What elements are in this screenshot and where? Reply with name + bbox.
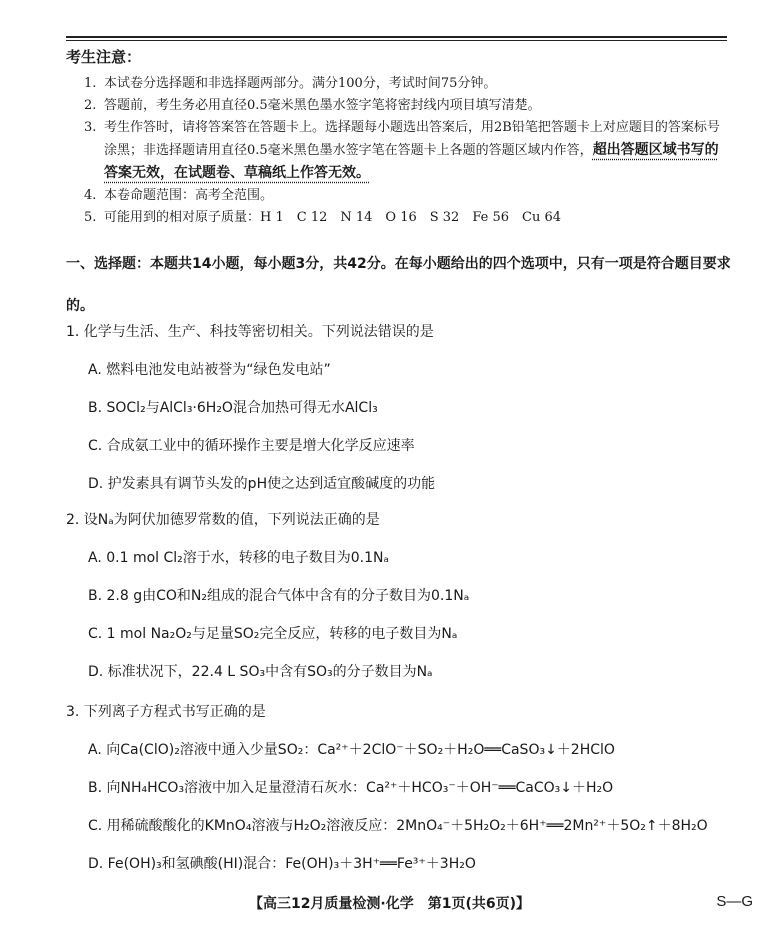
- option-b: B. 向NH₄HCO₃溶液中加入足量澄清石灰水：Ca²⁺＋HCO₃⁻＋OH⁻══CaCO₃↓＋H₂O: [88, 780, 614, 796]
- option-b: B. 2.8 g由CO和N₂组成的混合气体中含有的分子数目为0.1Nₐ: [88, 588, 470, 604]
- question-stem: 1. 化学与生活、生产、科技等密切相关。下列说法错误的是: [66, 324, 434, 340]
- option-c: C. 合成氨工业中的循环操作主要是增大化学反应速率: [88, 438, 415, 454]
- top-rule: [66, 36, 727, 38]
- option-a: A. 0.1 mol Cl₂溶于水，转移的电子数目为0.1Nₐ: [88, 550, 389, 566]
- notice-title: 考生注意：: [66, 48, 142, 66]
- option-c: C. 用稀硫酸酸化的KMnO₄溶液与H₂O₂溶液反应：2MnO₄⁻＋5H₂O₂＋6H⁺══2Mn²⁺＋5O₂↑＋8H₂O: [88, 818, 708, 834]
- option-d: D. Fe(OH)₃和氢碘酸(HI)混合：Fe(OH)₃＋3H⁺══Fe³⁺＋3H₂O: [88, 856, 476, 872]
- section-heading: 一、选择题：本题共14小题，每小题3分，共42分。在每小题给出的四个选项中，只有一项是符合题目要求的。: [66, 256, 731, 314]
- notice-item-5: 5. 可能用到的相对原子质量：H 1 C 12 N 14 O 16 S 32 Fe 56 Cu 64: [84, 210, 561, 225]
- question-3: [66, 702, 756, 874]
- question-2: [66, 510, 756, 682]
- notice-item-4: 4. 本卷命题范围：高考全范围。: [84, 188, 274, 203]
- question-1: [66, 322, 756, 494]
- option-a: A. 燃料电池发电站被誉为“绿色发电站”: [88, 362, 331, 378]
- question-stem: 2. 设Nₐ为阿伏加德罗常数的值，下列说法正确的是: [66, 512, 380, 528]
- option-d: D. 护发素具有调节头发的pH使之达到适宜酸碱度的功能: [88, 476, 436, 492]
- question-stem: 3. 下列离子方程式书写正确的是: [66, 704, 266, 720]
- option-d: D. 标准状况下，22.4 L SO₃中含有SO₃的分子数目为Nₐ: [88, 664, 433, 680]
- option-a: A. 向Ca(ClO)₂溶液中通入少量SO₂：Ca²⁺＋2ClO⁻＋SO₂＋H₂O══CaSO₃↓＋2HClO: [88, 742, 615, 758]
- notice-item-3: 3. 考生作答时，请将答案答在答题卡上。选择题每小题选出答案后，用2B铅笔把答题卡上对应题目的答案标号涂黑；非选择题请用直径0.5毫米黑色墨水签字笔在答题卡上各题的答题区域内作答，超出答题区域书写的答案无效，在试题卷、草稿纸上作答无效。: [84, 120, 720, 181]
- option-b: B. SOCl₂与AlCl₃·6H₂O混合加热可得无水AlCl₃: [88, 400, 378, 416]
- notice-item-1: 1. 本试卷分选择题和非选择题两部分。满分100分，考试时间75分钟。: [84, 76, 497, 91]
- notice-box: [66, 46, 726, 229]
- top-rule-thin: [66, 40, 727, 41]
- paper-code: S—G: [716, 893, 753, 910]
- notice-item-2: 2. 答题前，考生务必用直径0.5毫米黑色墨水签字笔将密封线内项目填写清楚。: [84, 98, 541, 113]
- page-footer: 【高三12月质量检测·化学 第1页(共6页)】: [248, 896, 531, 912]
- option-c: C. 1 mol Na₂O₂与足量SO₂完全反应，转移的电子数目为Nₐ: [88, 626, 458, 642]
- notice-emphasis: 超出答题区域书写的答案无效，在试题卷、草稿纸上作答无效。: [104, 142, 719, 181]
